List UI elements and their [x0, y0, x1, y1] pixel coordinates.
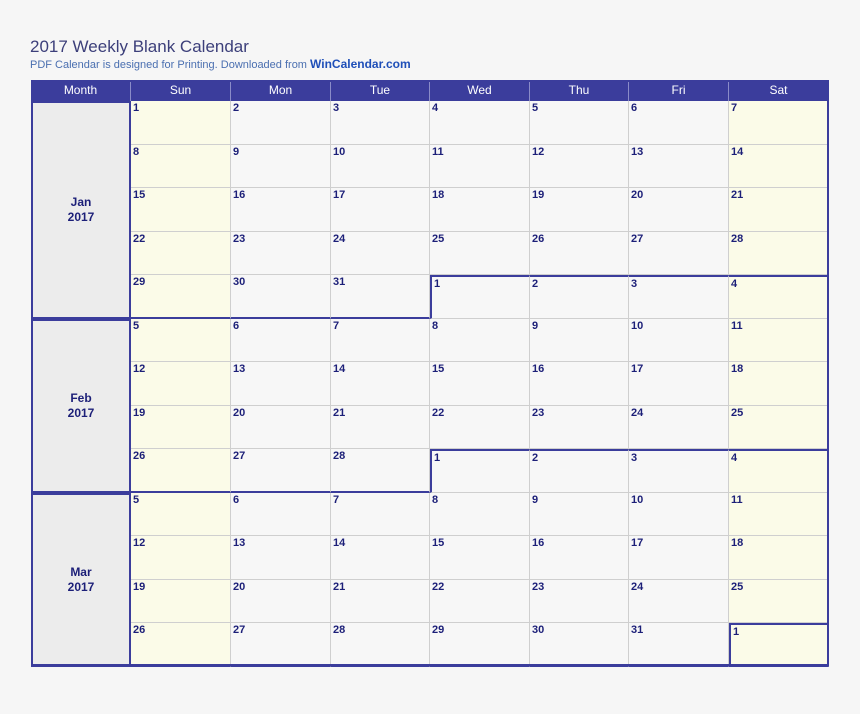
day-number: 11 — [731, 319, 743, 332]
day-cell[interactable] — [729, 580, 829, 624]
day-number: 30 — [532, 624, 545, 636]
day-cell[interactable] — [331, 188, 430, 232]
day-cell[interactable] — [131, 188, 231, 232]
day-number: 20 — [631, 189, 644, 201]
day-cell[interactable] — [430, 536, 530, 580]
day-number: 6 — [233, 319, 240, 332]
column-header-tue: Tue — [331, 80, 430, 101]
day-number: 20 — [233, 580, 246, 593]
day-cell[interactable] — [331, 580, 430, 624]
day-cell[interactable] — [331, 362, 430, 406]
day-number: 10 — [631, 319, 644, 332]
day-cell[interactable] — [530, 623, 629, 667]
day-number: 23 — [233, 232, 246, 245]
day-number: 3 — [333, 102, 340, 114]
brand-link[interactable]: WinCalendar.com — [310, 57, 411, 71]
day-number: 2 — [532, 278, 539, 290]
day-cell[interactable] — [729, 406, 829, 450]
day-cell[interactable] — [131, 362, 231, 406]
day-number: 3 — [631, 278, 638, 290]
day-number: 25 — [731, 580, 744, 593]
day-cell[interactable] — [729, 449, 829, 493]
day-number: 27 — [631, 232, 644, 245]
day-number: 15 — [432, 537, 445, 549]
day-cell[interactable] — [430, 232, 530, 276]
day-number: 4 — [432, 102, 439, 114]
day-cell[interactable] — [131, 319, 231, 363]
day-cell[interactable] — [131, 623, 231, 667]
day-cell[interactable] — [729, 145, 829, 189]
day-cell[interactable] — [131, 449, 231, 493]
day-cell[interactable] — [629, 188, 729, 232]
day-number: 15 — [432, 363, 445, 375]
month-name: Jan — [70, 194, 92, 209]
day-cell[interactable] — [331, 145, 430, 189]
day-cell[interactable] — [231, 493, 331, 537]
day-cell[interactable] — [729, 319, 829, 363]
day-cell[interactable] — [231, 101, 331, 145]
column-header-thu: Thu — [530, 80, 629, 101]
day-number: 14 — [731, 145, 744, 158]
day-number: 1 — [733, 626, 740, 638]
day-number: 8 — [133, 145, 140, 158]
day-number: 13 — [233, 537, 246, 549]
day-number: 25 — [731, 406, 744, 419]
day-number: 11 — [432, 145, 444, 158]
day-number: 5 — [532, 102, 539, 114]
day-cell[interactable] — [331, 449, 430, 493]
day-cell[interactable] — [729, 362, 829, 406]
day-cell[interactable] — [729, 275, 829, 319]
day-cell[interactable] — [629, 406, 729, 450]
day-cell[interactable] — [530, 406, 629, 450]
day-number: 5 — [133, 319, 140, 332]
day-cell[interactable] — [530, 449, 629, 493]
day-cell[interactable] — [629, 275, 729, 319]
day-cell[interactable] — [131, 580, 231, 624]
day-number: 9 — [233, 145, 240, 158]
day-number: 21 — [333, 580, 346, 593]
day-cell[interactable] — [530, 232, 629, 276]
day-number: 26 — [133, 624, 146, 636]
day-number: 26 — [532, 232, 545, 245]
day-cell[interactable] — [629, 145, 729, 189]
day-cell[interactable] — [231, 536, 331, 580]
subtitle-text: PDF Calendar is designed for Printing. Downloaded from — [30, 59, 311, 71]
day-number: 7 — [731, 102, 738, 114]
day-number: 13 — [233, 363, 246, 375]
day-cell[interactable] — [331, 493, 430, 537]
day-cell[interactable] — [530, 536, 629, 580]
day-number: 20 — [233, 406, 246, 419]
day-number: 17 — [333, 189, 346, 201]
day-cell[interactable] — [530, 362, 629, 406]
day-number: 27 — [233, 624, 246, 636]
day-number: 22 — [432, 580, 445, 593]
day-number: 19 — [532, 189, 545, 201]
day-number: 24 — [333, 232, 346, 245]
day-cell[interactable] — [131, 275, 231, 319]
day-number: 10 — [333, 145, 346, 158]
day-number: 22 — [432, 406, 445, 419]
day-cell[interactable] — [231, 580, 331, 624]
day-cell[interactable] — [231, 449, 331, 493]
day-number: 18 — [432, 189, 445, 201]
column-header-wed: Wed — [430, 80, 530, 101]
day-cell[interactable] — [430, 145, 530, 189]
day-cell[interactable] — [131, 406, 231, 450]
day-cell[interactable] — [530, 145, 629, 189]
day-cell[interactable] — [331, 406, 430, 450]
day-cell[interactable] — [629, 319, 729, 363]
day-number: 2 — [233, 102, 240, 114]
day-number: 12 — [532, 145, 545, 158]
day-cell[interactable] — [729, 188, 829, 232]
day-cell[interactable] — [530, 188, 629, 232]
day-cell[interactable] — [131, 493, 231, 537]
day-cell[interactable] — [430, 623, 530, 667]
day-cell[interactable] — [430, 493, 530, 537]
day-cell[interactable] — [729, 101, 829, 145]
day-number: 9 — [532, 493, 539, 506]
month-name: Feb — [70, 390, 92, 405]
subtitle — [30, 57, 411, 71]
day-number: 12 — [133, 537, 146, 549]
day-number: 21 — [731, 189, 744, 201]
month-label-jan — [31, 101, 131, 319]
day-number: 27 — [233, 450, 246, 462]
day-number: 28 — [333, 450, 346, 462]
day-number: 8 — [432, 493, 439, 506]
day-cell[interactable] — [231, 362, 331, 406]
month-label-mar — [31, 493, 131, 667]
day-cell[interactable] — [131, 536, 231, 580]
day-cell[interactable] — [331, 319, 430, 363]
day-number: 21 — [333, 406, 346, 419]
day-cell[interactable] — [331, 275, 430, 319]
day-number: 25 — [432, 232, 445, 245]
column-header-mon: Mon — [231, 80, 331, 101]
column-header-sat: Sat — [729, 80, 829, 101]
day-cell[interactable] — [231, 623, 331, 667]
page-title: 2017 Weekly Blank Calendar — [30, 37, 249, 56]
day-cell[interactable] — [430, 101, 530, 145]
day-number: 23 — [532, 580, 545, 593]
column-header-sun: Sun — [131, 80, 231, 101]
day-number: 18 — [731, 537, 744, 549]
day-cell[interactable] — [629, 232, 729, 276]
day-cell[interactable] — [231, 406, 331, 450]
day-cell[interactable] — [530, 101, 629, 145]
day-number: 10 — [631, 493, 644, 506]
day-cell[interactable] — [331, 232, 430, 276]
day-number: 9 — [532, 319, 539, 332]
day-cell[interactable] — [629, 449, 729, 493]
day-cell[interactable] — [131, 145, 231, 189]
day-number: 1 — [434, 278, 441, 290]
day-number: 17 — [631, 537, 644, 549]
day-cell[interactable] — [629, 623, 729, 667]
day-number: 28 — [333, 624, 346, 636]
day-number: 13 — [631, 145, 644, 158]
day-number: 15 — [133, 189, 146, 201]
day-cell[interactable] — [530, 275, 629, 319]
day-cell[interactable] — [729, 493, 829, 537]
day-cell[interactable] — [331, 536, 430, 580]
calendar-grid — [31, 80, 829, 666]
day-number: 24 — [631, 406, 644, 419]
day-cell[interactable] — [231, 188, 331, 232]
day-cell[interactable] — [530, 319, 629, 363]
day-cell[interactable] — [430, 319, 530, 363]
day-cell[interactable] — [231, 319, 331, 363]
day-cell[interactable] — [231, 275, 331, 319]
day-cell[interactable] — [629, 362, 729, 406]
day-number: 6 — [631, 102, 638, 114]
day-number: 18 — [731, 363, 744, 375]
day-number: 19 — [133, 406, 146, 419]
day-cell[interactable] — [131, 101, 231, 145]
day-number: 31 — [631, 624, 644, 636]
month-label-feb — [31, 319, 131, 493]
day-number: 23 — [532, 406, 545, 419]
day-cell[interactable] — [430, 362, 530, 406]
day-cell[interactable] — [729, 623, 829, 667]
day-number: 31 — [333, 276, 346, 288]
day-number: 28 — [731, 232, 744, 245]
day-number: 30 — [233, 276, 246, 288]
column-header-month: Month — [31, 80, 131, 101]
day-cell[interactable] — [231, 232, 331, 276]
day-cell[interactable] — [629, 101, 729, 145]
day-cell[interactable] — [430, 406, 530, 450]
day-cell[interactable] — [430, 449, 530, 493]
month-year: 2017 — [67, 579, 95, 594]
day-number: 4 — [731, 452, 738, 464]
day-cell[interactable] — [530, 493, 629, 537]
day-number: 16 — [532, 537, 545, 549]
day-number: 3 — [631, 452, 638, 464]
day-number: 7 — [333, 319, 340, 332]
day-cell[interactable] — [629, 580, 729, 624]
calendar-header — [31, 80, 829, 101]
day-number: 1 — [133, 102, 140, 114]
day-cell[interactable] — [530, 580, 629, 624]
day-cell[interactable] — [430, 275, 530, 319]
day-cell[interactable] — [430, 580, 530, 624]
day-number: 14 — [333, 363, 346, 375]
day-number: 22 — [133, 232, 146, 245]
day-cell[interactable] — [430, 188, 530, 232]
day-cell[interactable] — [729, 536, 829, 580]
day-number: 16 — [532, 363, 545, 375]
day-number: 19 — [133, 580, 146, 593]
column-header-fri: Fri — [629, 80, 729, 101]
month-name: Mar — [70, 564, 92, 579]
day-number: 4 — [731, 278, 738, 290]
day-number: 24 — [631, 580, 644, 593]
day-number: 7 — [333, 493, 340, 506]
month-year: 2017 — [67, 405, 95, 420]
day-cell[interactable] — [729, 232, 829, 276]
day-number: 29 — [133, 276, 146, 288]
day-number: 8 — [432, 319, 439, 332]
day-cell[interactable] — [131, 232, 231, 276]
day-cell[interactable] — [331, 101, 430, 145]
day-number: 5 — [133, 493, 140, 506]
day-number: 29 — [432, 624, 445, 636]
month-year: 2017 — [67, 209, 95, 224]
day-number: 6 — [233, 493, 240, 506]
day-number: 17 — [631, 363, 644, 375]
day-cell[interactable] — [231, 145, 331, 189]
day-number: 16 — [233, 189, 246, 201]
day-number: 1 — [434, 452, 441, 464]
day-number: 12 — [133, 363, 146, 375]
day-number: 14 — [333, 537, 346, 549]
day-cell[interactable] — [629, 536, 729, 580]
day-number: 26 — [133, 450, 146, 462]
day-cell[interactable] — [331, 623, 430, 667]
day-number: 2 — [532, 452, 539, 464]
day-cell[interactable] — [629, 493, 729, 537]
day-number: 11 — [731, 493, 743, 506]
